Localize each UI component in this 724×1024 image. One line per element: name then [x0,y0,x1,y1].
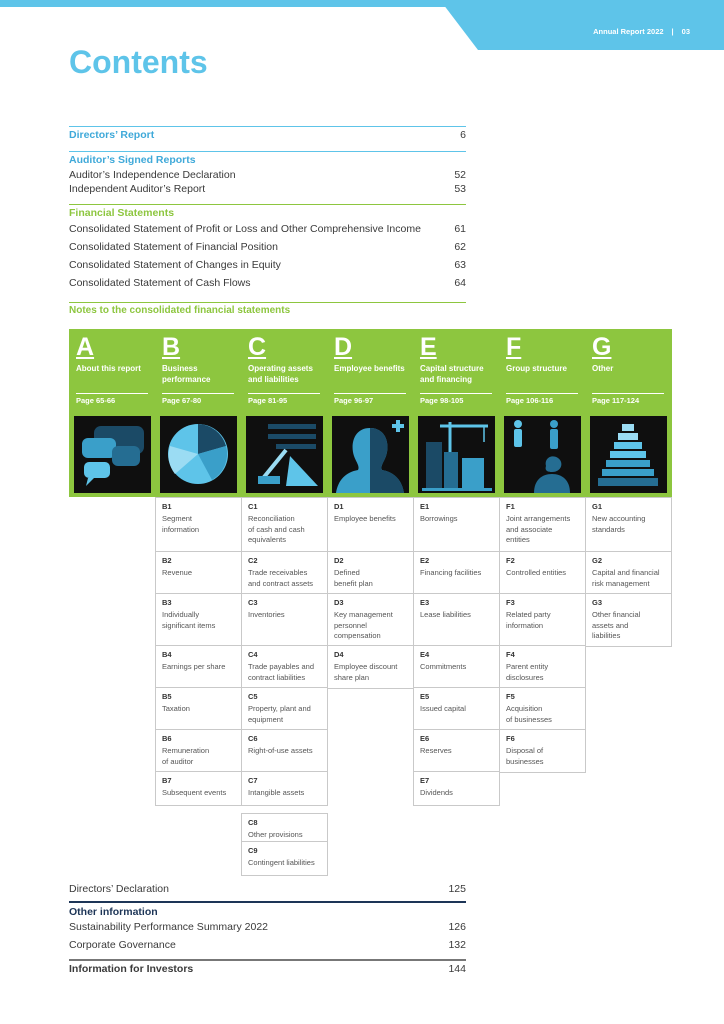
section-letter: C [248,333,267,361]
note-cell-b6[interactable] [155,729,242,773]
note-label: Borrowings [420,514,458,523]
note-code: C3 [248,598,258,607]
toc-auditor-section [69,151,466,196]
note-code: B7 [162,776,172,785]
notes-heading: Notes to the consolidated financial statements [69,305,291,316]
note-code: F2 [506,556,515,565]
note-cell-e2[interactable] [413,551,500,595]
note-code: E1 [420,502,430,511]
page-number: 03 [681,27,690,36]
divider [248,393,320,394]
divider-notes [69,302,466,303]
toc-page: 52 [454,169,466,181]
note-code: D4 [334,650,344,659]
toc-label: Consolidated Statement of Profit or Loss and Other Comprehensive Income [69,223,421,235]
note-cell-c5[interactable] [241,687,328,731]
section-letter: D [334,333,353,361]
divider [334,393,406,394]
note-cell-d2[interactable] [327,551,414,595]
note-cell-c4[interactable] [241,645,328,689]
note-label: Earnings per share [162,662,226,671]
toc-entry-investors[interactable] [69,962,466,976]
toc-investors [69,959,466,976]
note-label: Trade payables and contract liabilities [248,662,315,682]
divider [76,393,148,394]
toc-label: Consolidated Statement of Changes in Equity [69,259,281,271]
note-label: Segment information [162,514,200,534]
section-letter: E [420,333,437,361]
section-title: Operating assets and liabilities [248,364,313,384]
section-header-g[interactable] [585,329,671,497]
note-cell-c1[interactable] [241,497,328,553]
note-code: C9 [248,846,258,855]
toc-page: 62 [454,241,466,253]
note-code: G1 [592,502,603,511]
section-letter: F [506,333,522,361]
note-code: B2 [162,556,172,565]
toc-heading-auditor: Auditor’s Signed Reports [69,154,196,166]
note-label: Defined benefit plan [334,568,373,588]
toc-directors-report [69,126,466,142]
note-code: B6 [162,734,172,743]
section-letter: G [592,333,612,361]
page-title: Contents [69,44,208,80]
note-label: Employee benefits [334,514,396,523]
note-label: Trade receivables and contract assets [248,568,314,588]
toc-label: Directors’ Report [69,129,155,141]
note-code: C2 [248,556,258,565]
section-title: Capital structure and financing [420,364,484,384]
divider [69,126,466,127]
note-label: Disposal of businesses [506,746,544,766]
note-cell-e5[interactable] [413,687,500,731]
note-label: Property, plant and equipment [248,704,311,724]
section-letter: B [162,333,181,361]
toc-page: 6 [460,129,466,141]
divider [506,393,578,394]
note-cell-f5[interactable] [499,687,586,731]
toc-label: Consolidated Statement of Financial Position [69,241,278,253]
toc-page: 64 [454,277,466,289]
note-cell-g1[interactable] [585,497,672,553]
note-cell-f4[interactable] [499,645,586,689]
note-code: B1 [162,502,172,511]
toc-label: Directors’ Declaration [69,883,169,895]
person-health-icon [332,416,409,493]
note-label: Contingent liabilities [248,858,315,867]
toc-entry[interactable] [69,938,466,952]
toc-entry[interactable] [69,920,466,934]
note-label: Parent entity disclosures [506,662,549,682]
note-cell-e4[interactable] [413,645,500,689]
divider [69,901,466,903]
toc-heading-financial: Financial Statements [69,207,175,219]
section-title: Employee benefits [334,364,405,373]
note-code: E6 [420,734,430,743]
note-label: Dividends [420,788,453,797]
toc-entry[interactable] [69,276,466,290]
note-cell-f6[interactable] [499,729,586,773]
note-label: Commitments [420,662,467,671]
note-cell-b3[interactable] [155,593,242,647]
note-code: F1 [506,502,515,511]
note-code: B5 [162,692,172,701]
note-cell-e7[interactable] [413,771,500,806]
note-cell-c7[interactable] [241,771,328,806]
toc-page: 132 [448,938,466,951]
note-label: Inventories [248,610,285,619]
divider [69,151,466,152]
section-pages: Page 65-66 [76,396,116,405]
note-label: Acquisition of businesses [506,704,552,724]
note-label: Subsequent events [162,788,227,797]
note-label: Reserves [420,746,452,755]
note-label: Key management personnel compensation [334,610,393,640]
note-cell-d3[interactable] [327,593,414,647]
toc-heading-other: Other information [69,905,158,918]
note-label: Other financial assets and liabilities [592,610,641,640]
note-code: G3 [592,598,603,607]
note-cell-b4[interactable] [155,645,242,689]
note-label: Financing facilities [420,568,482,577]
note-code: F6 [506,734,515,743]
note-cell-f1[interactable] [499,497,586,553]
note-code: C4 [248,650,258,659]
divider [162,393,234,394]
note-code: D2 [334,556,344,565]
section-pages: Page 98-105 [420,396,464,405]
note-cell-g3[interactable] [585,593,672,647]
note-label: Revenue [162,568,193,577]
note-cell-c6[interactable] [241,729,328,773]
toc-entry[interactable] [69,222,466,236]
note-cell-g2[interactable] [585,551,672,595]
toc-page: 125 [448,883,466,895]
note-code: D3 [334,598,344,607]
notes-header-panel [69,329,672,497]
note-label: Intangible assets [248,788,305,797]
note-cell-c9[interactable] [241,841,328,876]
note-cell-d4[interactable] [327,645,414,689]
section-title: Other [592,364,614,373]
toc-entry[interactable] [69,168,466,182]
note-label: Employee discount share plan [334,662,398,682]
section-header-f[interactable] [499,329,585,497]
note-label: Issued capital [420,704,466,713]
toc-page: 53 [454,183,466,195]
section-pages: Page 106-116 [506,396,554,405]
toc-page: 144 [448,962,466,975]
toc-entry[interactable] [69,258,466,272]
note-cell-e6[interactable] [413,729,500,773]
header-tab [440,0,724,50]
section-header-c[interactable] [241,329,327,497]
note-label: Related party information [506,610,551,630]
note-label: Joint arrangements and associate entities [506,514,571,544]
header-separator: | [671,27,674,36]
note-code: F4 [506,650,515,659]
note-cell-f2[interactable] [499,551,586,595]
section-pages: Page 96-97 [334,396,374,405]
speech-bubbles-icon [74,416,151,493]
note-cell-f3[interactable] [499,593,586,647]
toc-label: Information for Investors [69,962,194,975]
toc-page: 126 [448,920,466,933]
toc-declaration [69,882,466,896]
note-label: Controlled entities [506,568,567,577]
note-label: Remuneration of auditor [162,746,210,766]
stacked-blocks-icon [590,416,667,493]
note-code: B4 [162,650,172,659]
section-title: About this report [76,364,141,373]
toc-entry[interactable] [69,182,466,196]
note-code: E4 [420,650,430,659]
divider [69,959,466,961]
note-label: Right-of-use assets [248,746,313,755]
section-letter: A [76,333,95,361]
note-cell-b7[interactable] [155,771,242,806]
section-title: Group structure [506,364,567,373]
section-pages: Page 117-124 [592,396,640,405]
section-pages: Page 67-80 [162,396,202,405]
section-header-b[interactable] [155,329,241,497]
excavator-icon [246,416,323,493]
note-code: C5 [248,692,258,701]
note-cell-b1[interactable] [155,497,242,553]
note-label: Individually significant items [162,610,216,630]
note-code: G2 [592,556,603,565]
note-code: E2 [420,556,430,565]
toc-other-section [69,901,466,952]
note-label: Capital and financial risk management [592,568,660,588]
people-figures-icon [504,416,581,493]
note-code: F5 [506,692,515,701]
note-code: E5 [420,692,430,701]
note-code: C8 [248,818,258,827]
divider [69,302,466,303]
toc-page: 63 [454,259,466,271]
note-code: C6 [248,734,258,743]
note-label: Other provisions [248,830,303,839]
section-title: Business performance [162,364,211,384]
section-header-a[interactable] [69,329,155,497]
note-code: C1 [248,502,258,511]
note-cell-b2[interactable] [155,551,242,595]
note-code: B3 [162,598,172,607]
divider [420,393,492,394]
note-code: D1 [334,502,344,511]
note-cell-e1[interactable] [413,497,500,553]
toc-label: Sustainability Performance Summary 2022 [69,920,269,933]
note-cell-c2[interactable] [241,551,328,595]
report-title: Annual Report 2022 [593,27,664,36]
section-header-e[interactable] [413,329,499,497]
section-pages: Page 81-95 [248,396,288,405]
pie-chart-icon [160,416,237,493]
note-cell-d1[interactable] [327,497,414,553]
note-code: E7 [420,776,430,785]
toc-financial-section [69,204,466,290]
note-cell-c3[interactable] [241,593,328,647]
construction-crane-icon [418,416,495,493]
toc-label: Corporate Governance [69,938,176,951]
note-cell-b5[interactable] [155,687,242,731]
note-label: Taxation [162,704,190,713]
section-header-d[interactable] [327,329,413,497]
toc-label: Independent Auditor’s Report [69,183,206,195]
toc-page: 61 [454,223,466,235]
toc-label: Auditor’s Independence Declaration [69,169,236,181]
toc-entry-declaration[interactable] [69,882,466,896]
note-code: F3 [506,598,515,607]
divider [69,204,466,205]
note-label: Reconciliation of cash and cash equivalents [248,514,305,544]
note-cell-c8[interactable] [241,813,328,843]
note-label: New accounting standards [592,514,646,534]
page-header [593,27,690,36]
toc-entry-directors-report[interactable] [69,128,466,142]
note-code: E3 [420,598,430,607]
divider [592,393,664,394]
toc-label: Consolidated Statement of Cash Flows [69,277,251,289]
note-cell-e3[interactable] [413,593,500,647]
note-label: Lease liabilities [420,610,471,619]
toc-entry[interactable] [69,240,466,254]
note-code: C7 [248,776,258,785]
